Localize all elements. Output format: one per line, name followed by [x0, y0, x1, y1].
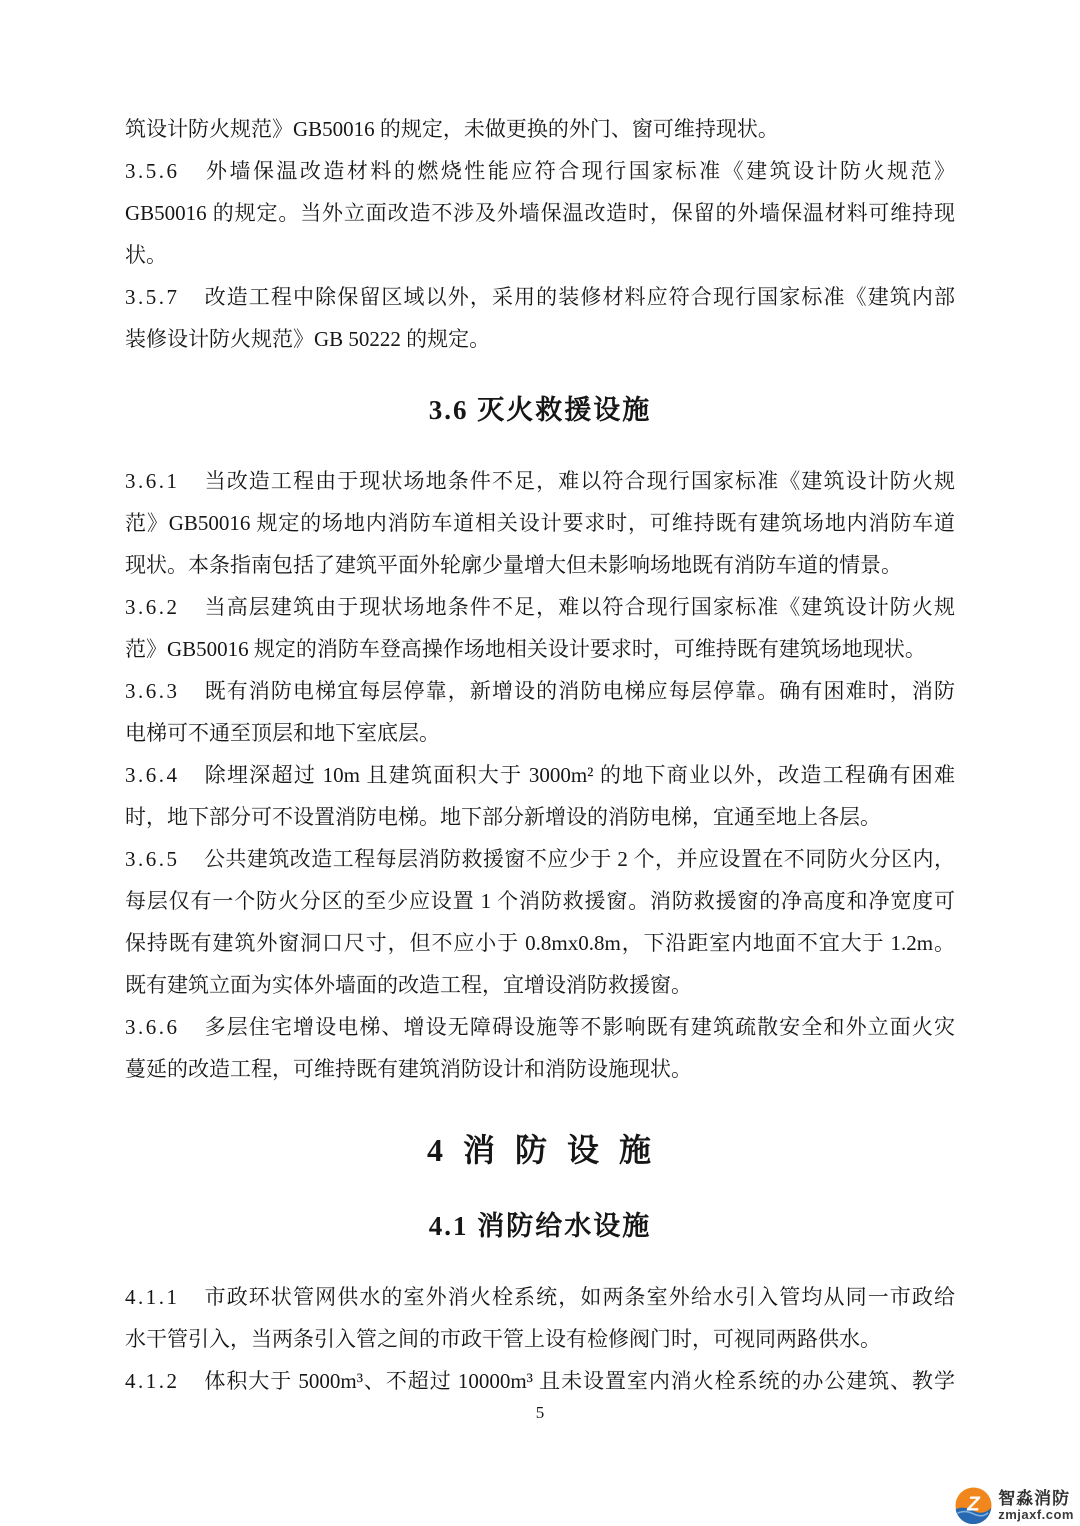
body-line: 保持既有建筑外窗洞口尺寸，但不应小于 0.8mx0.8m，下沿距室内地面不宜大于 1.2m。 [125, 931, 955, 955]
clause-line: 3.6.6 多层住宅增设电梯、增设无障碍设施等不影响既有建筑疏散安全和外立面火灾 [125, 1015, 955, 1039]
watermark-logo [955, 1487, 1074, 1524]
chapter-heading-4: 4 消 防 设 施 [426, 1132, 653, 1168]
body-line: 电梯可不通至顶层和地下室底层。 [125, 721, 440, 745]
clause-line: 3.5.6 外墙保温改造材料的燃烧性能应符合现行国家标准《建筑设计防火规范》 [125, 159, 955, 183]
clause-number: 3.5.7 [125, 285, 180, 309]
zhimiao-logo-icon [955, 1487, 992, 1524]
clause-number: 3.6.2 [125, 595, 180, 619]
page-number: 5 [535, 1403, 545, 1422]
brand-site: zmjaxf.com [998, 1506, 1074, 1522]
clause-number: 3.6.5 [125, 847, 180, 871]
clause-line: 4.1.1 市政环状管网供水的室外消火栓系统，如两条室外给水引入管均从同一市政给 [125, 1285, 955, 1309]
clause-number: 3.5.6 [125, 159, 180, 183]
document-body [125, 0, 955, 1423]
body-line: 水干管引入，当两条引入管之间的市政干管上设有检修阀门时，可视同两路供水。 [125, 1327, 881, 1351]
body-line: 范》GB50016 规定的场地内消防车道相关设计要求时，可维持既有建筑场地内消防车道 [125, 511, 955, 535]
body-line: 装修设计防火规范》GB 50222 的规定。 [125, 327, 491, 351]
clause-line: 3.6.4 除埋深超过 10m 且建筑面积大于 3000m² 的地下商业以外，改造工程确有困难 [125, 763, 955, 787]
body-line: 既有建筑立面为实体外墙面的改造工程，宜增设消防救援窗。 [125, 973, 692, 997]
section-heading-3-6: 3.6 灭火救援设施 [428, 395, 652, 425]
body-line: 现状。本条指南包括了建筑平面外轮廓少量增大但未影响场地既有消防车道的情景。 [125, 553, 902, 577]
clause-number: 3.6.1 [125, 469, 180, 493]
clause-number: 4.1.1 [125, 1285, 180, 1309]
body-line: 时，地下部分可不设置消防电梯。地下部分新增设的消防电梯，宜通至地上各层。 [125, 805, 881, 829]
clause-line: 3.6.2 当高层建筑由于现状场地条件不足，难以符合现行国家标准《建筑设计防火规 [125, 595, 955, 619]
clause-line: 3.6.5 公共建筑改造工程每层消防救援窗不应少于 2 个，并应设置在不同防火分区内， [125, 847, 955, 871]
clause-number: 3.6.4 [125, 763, 180, 787]
body-line: 每层仅有一个防火分区的至少应设置 1 个消防救援窗。消防救援窗的净高度和净宽度可 [125, 889, 955, 913]
body-line: 蔓延的改造工程，可维持既有建筑消防设计和消防设施现状。 [125, 1057, 692, 1081]
clause-line: 3.6.3 既有消防电梯宜每层停靠，新增设的消防电梯应每层停靠。确有困难时，消防 [125, 679, 955, 703]
clause-number: 3.6.3 [125, 679, 180, 703]
brand-name: 智淼消防 [998, 1488, 1071, 1508]
body-line: 范》GB50016 规定的消防车登高操作场地相关设计要求时，可维持既有建筑场地现状。 [125, 637, 926, 661]
body-line: 状。 [125, 243, 167, 267]
body-line: 筑设计防火规范》GB50016 的规定，未做更换的外门、窗可维持现状。 [125, 117, 779, 141]
clause-line: 4.1.2 体积大于 5000m³、不超过 10000m³ 且未设置室内消火栓系统的办公建筑、教学 [125, 1369, 955, 1393]
body-line: GB50016 的规定。当外立面改造不涉及外墙保温改造时，保留的外墙保温材料可维持现 [125, 201, 955, 225]
svg-text:Z: Z [967, 1492, 980, 1516]
clause-line: 3.6.1 当改造工程由于现状场地条件不足，难以符合现行国家标准《建筑设计防火规 [125, 469, 955, 493]
clause-number: 3.6.6 [125, 1015, 180, 1039]
section-heading-4-1: 4.1 消防给水设施 [428, 1211, 652, 1241]
clause-line: 3.5.7 改造工程中除保留区域以外，采用的装修材料应符合现行国家标准《建筑内部 [125, 285, 955, 309]
clause-number: 4.1.2 [125, 1369, 180, 1393]
